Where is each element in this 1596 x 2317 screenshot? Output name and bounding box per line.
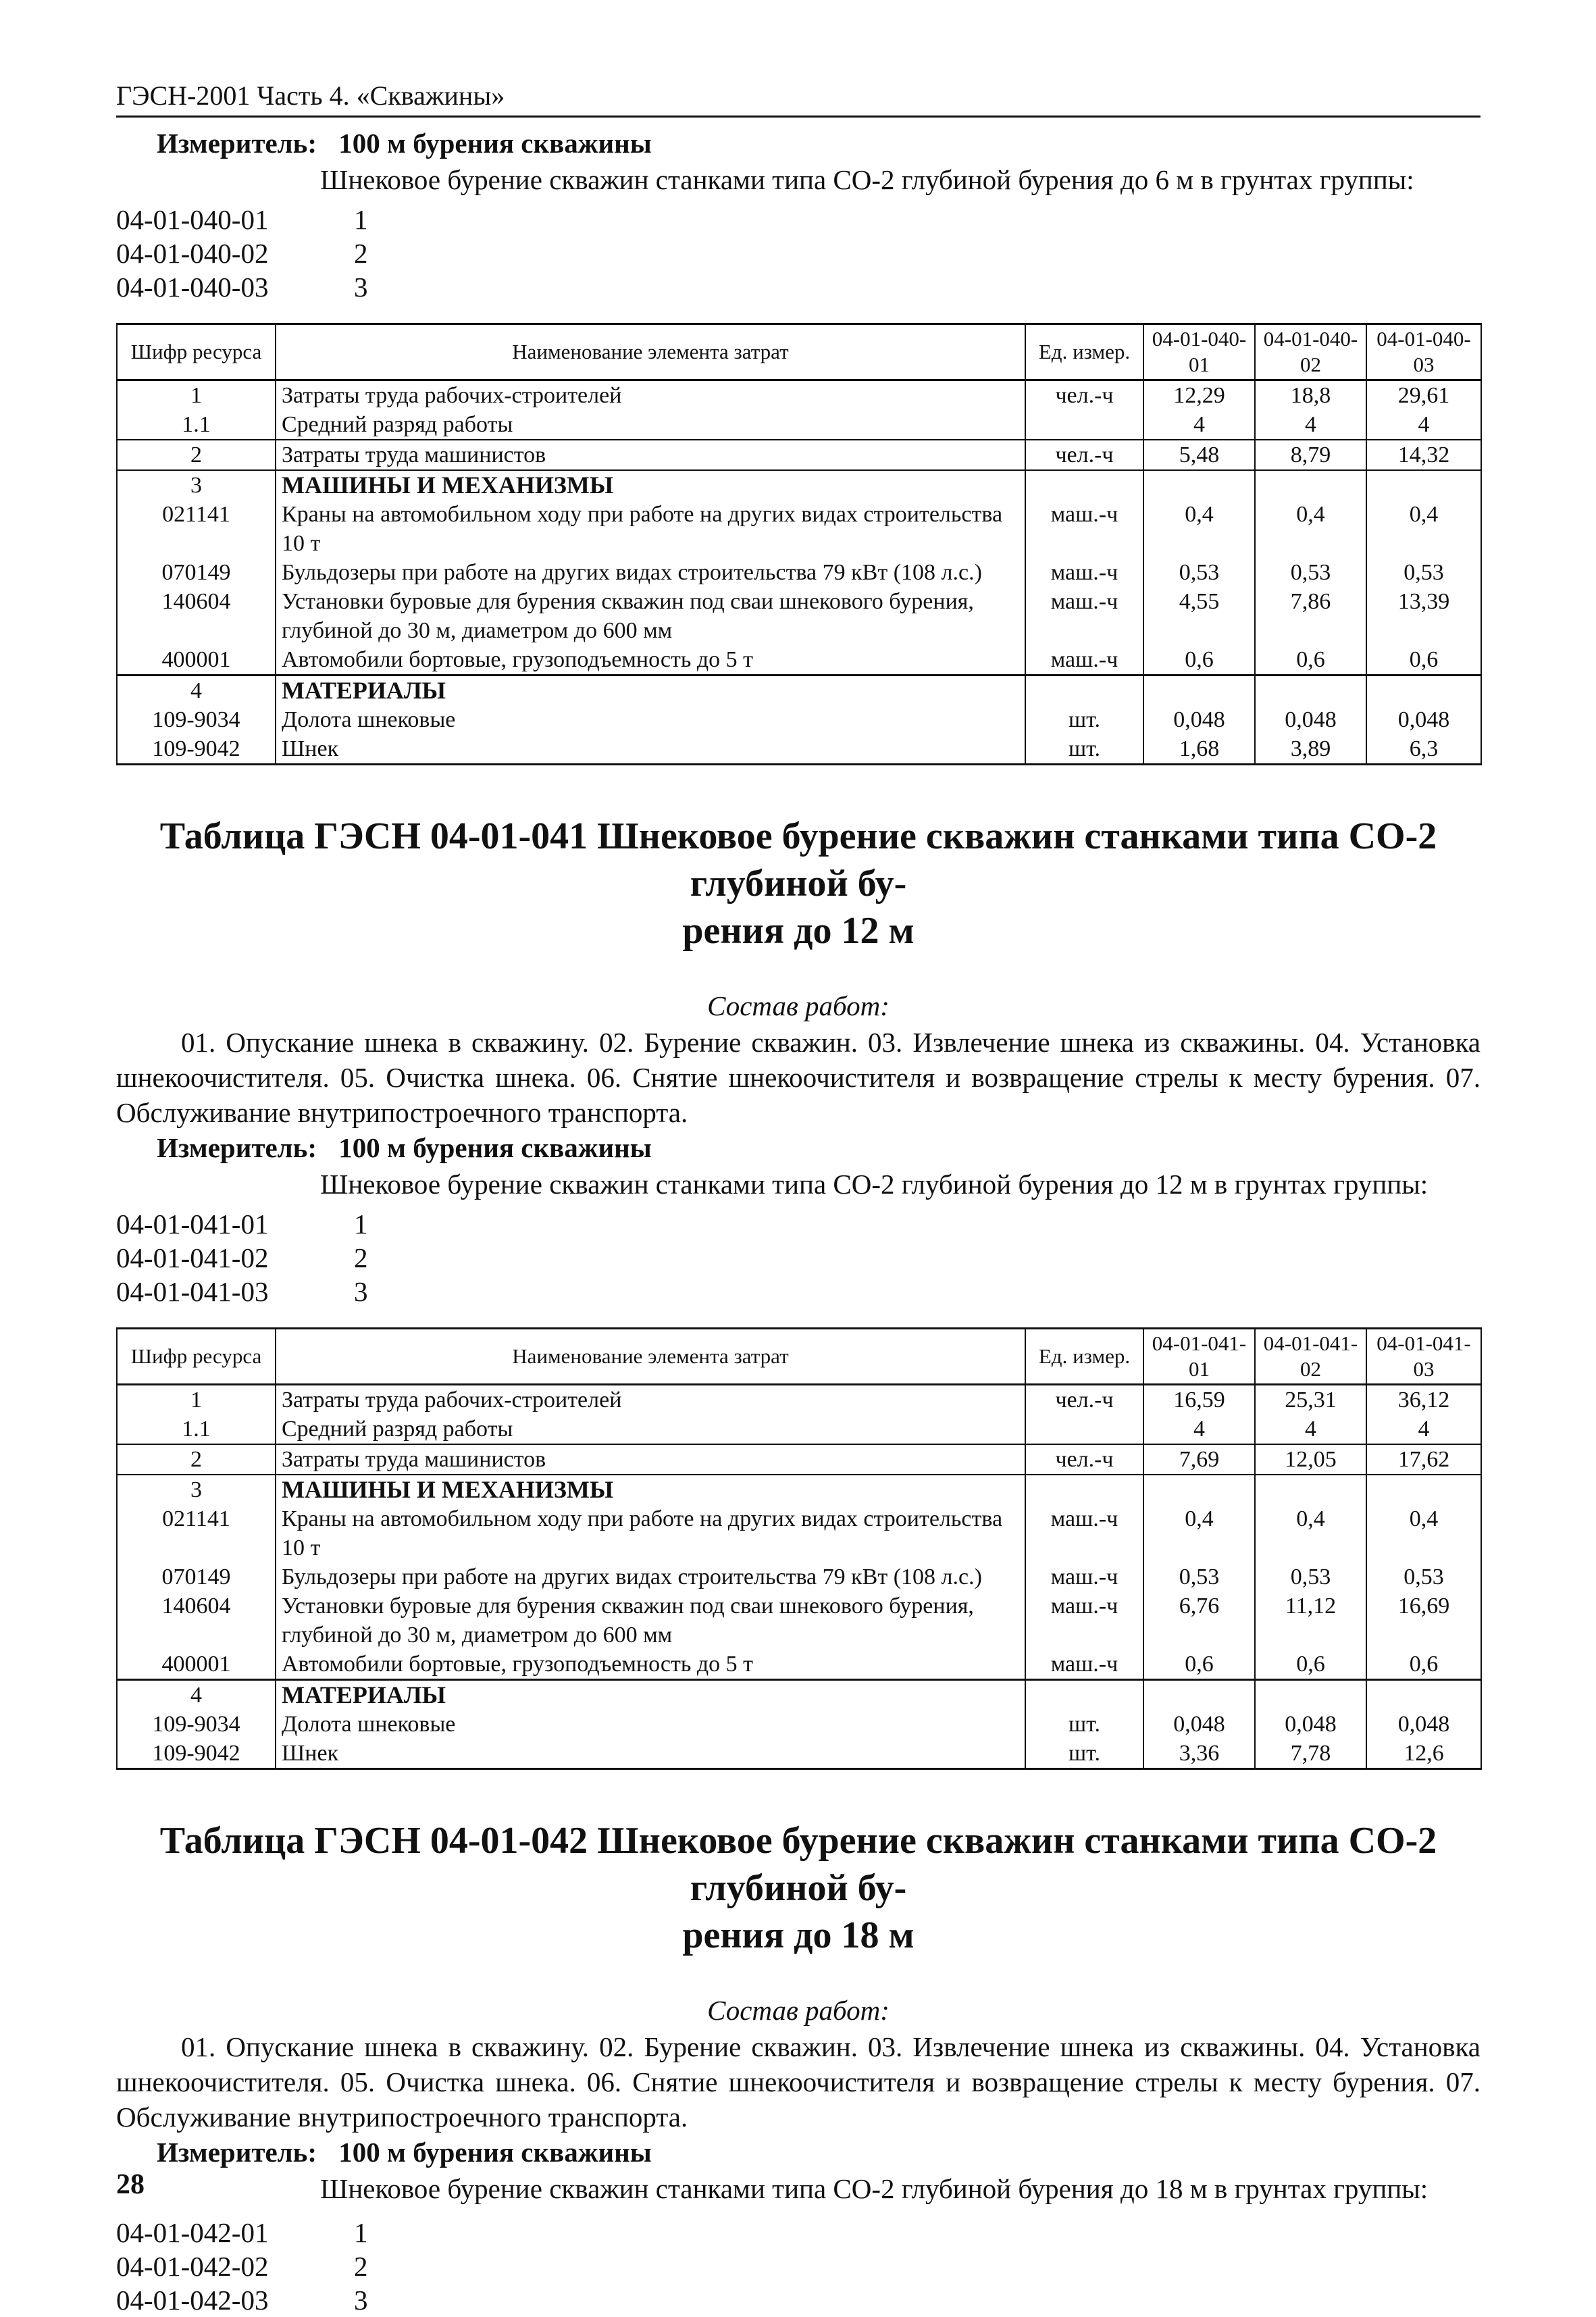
group-number: 1 bbox=[354, 1208, 368, 1240]
norm-value: 0,4 bbox=[1143, 500, 1255, 558]
code-row bbox=[116, 236, 1481, 270]
table-description: Шнековое бурение скважин станками типа СО-2 глубиной бурения до 6 м в грунтах группы: bbox=[320, 164, 1414, 195]
norm-value bbox=[1255, 1475, 1366, 1504]
resource-unit: чел.-ч bbox=[1025, 1444, 1143, 1475]
norm-value: 4 bbox=[1366, 1415, 1481, 1444]
norm-value bbox=[1255, 676, 1366, 706]
code-row bbox=[116, 1275, 1481, 1308]
table-row bbox=[117, 380, 1481, 411]
col-header-code: Шифр ресурса bbox=[117, 1329, 276, 1385]
resource-name: Бульдозеры при работе на других видах строительства 79 кВт (108 л.с.) bbox=[276, 1562, 1025, 1592]
code-row bbox=[116, 203, 1481, 236]
resource-code: 140604 bbox=[117, 587, 276, 645]
norm-value: 0,048 bbox=[1143, 705, 1255, 734]
table-row bbox=[117, 1592, 1481, 1650]
resource-name: Затраты труда рабочих-строителей bbox=[276, 380, 1025, 411]
norm-value: 0,4 bbox=[1255, 1504, 1366, 1562]
table-row bbox=[117, 440, 1481, 470]
work-composition-heading: Состав работ: bbox=[707, 990, 890, 1021]
norm-value: 14,32 bbox=[1366, 440, 1481, 470]
resource-name: Шнек bbox=[276, 1739, 1025, 1769]
work-composition-text: 01. Опускание шнека в скважину. 02. Бурение скважин. 03. Извлечение шнека из скважины. 04. Установка шнекоочистителя. 05. Очистка шнека. 06. Снятие шнекоочистителя и возвращение стрелы к месту бурения. 07. Обслуживание внутрипостроечного транспорта. bbox=[116, 1027, 1481, 1128]
norm-value: 4,55 bbox=[1143, 587, 1255, 645]
table-description: Шнековое бурение скважин станками типа СО-2 глубиной бурения до 12 м в грунтах группы: bbox=[320, 1169, 1428, 1200]
table-row bbox=[117, 1680, 1481, 1710]
work-composition-heading: Состав работ: bbox=[707, 1995, 890, 2026]
resource-name: Установки буровые для бурения скважин под сваи шнекового бурения, глубиной до 30 м, диаметром до 600 мм bbox=[276, 1592, 1025, 1650]
measure-label: Измеритель: bbox=[157, 128, 317, 159]
norm-value: 0,048 bbox=[1255, 705, 1366, 734]
group-number: 1 bbox=[354, 2217, 368, 2248]
table-row bbox=[117, 645, 1481, 676]
resource-unit: маш.-ч bbox=[1025, 645, 1143, 676]
measure-value: 100 м бурения скважины bbox=[338, 1132, 652, 1163]
resource-name: Автомобили бортовые, грузоподъемность до 5 т bbox=[276, 645, 1025, 676]
code-row bbox=[116, 2283, 1481, 2317]
col-header-code: Шифр ресурса bbox=[117, 324, 276, 380]
resource-code: 4 bbox=[117, 1680, 276, 1710]
code-list bbox=[116, 1207, 1481, 1308]
resource-name: Краны на автомобильном ходу при работе на других видах строительства 10 т bbox=[276, 500, 1025, 558]
code-row bbox=[116, 2249, 1481, 2283]
resource-code: 109-9034 bbox=[117, 705, 276, 734]
resource-name: МАТЕРИАЛЫ bbox=[276, 676, 1025, 706]
norm-value: 0,53 bbox=[1366, 1562, 1481, 1592]
norm-value bbox=[1143, 1680, 1255, 1710]
resource-code: 1.1 bbox=[117, 1415, 276, 1444]
norm-value: 16,59 bbox=[1143, 1385, 1255, 1415]
resource-name: Долота шнековые bbox=[276, 705, 1025, 734]
table-row bbox=[117, 734, 1481, 765]
resource-unit: чел.-ч bbox=[1025, 440, 1143, 470]
norm-value: 4 bbox=[1255, 1415, 1366, 1444]
table-title bbox=[116, 813, 1481, 954]
resource-unit bbox=[1025, 676, 1143, 706]
col-header-unit: Ед. измер. bbox=[1025, 324, 1143, 380]
resource-code: 021141 bbox=[117, 500, 276, 558]
group-number: 3 bbox=[354, 272, 368, 303]
resource-name: Долота шнековые bbox=[276, 1710, 1025, 1739]
resource-unit bbox=[1025, 1475, 1143, 1504]
norm-value bbox=[1255, 470, 1366, 500]
norm-value: 7,86 bbox=[1255, 587, 1366, 645]
norm-value: 5,48 bbox=[1143, 440, 1255, 470]
norm-value: 0,6 bbox=[1366, 1650, 1481, 1680]
resource-name: Установки буровые для бурения скважин под сваи шнекового бурения, глубиной до 30 м, диаметром до 600 мм bbox=[276, 587, 1025, 645]
col-header-name: Наименование элемента затрат bbox=[276, 1329, 1025, 1385]
resource-code: 3 bbox=[117, 1475, 276, 1504]
norm-value: 1,68 bbox=[1143, 734, 1255, 765]
col-header-unit: Ед. измер. bbox=[1025, 1329, 1143, 1385]
table-description: Шнековое бурение скважин станками типа СО-2 глубиной бурения до 18 м в грунтах группы: bbox=[320, 2173, 1428, 2204]
resource-code: 021141 bbox=[117, 1504, 276, 1562]
norm-value: 0,048 bbox=[1366, 1710, 1481, 1739]
resource-unit bbox=[1025, 470, 1143, 500]
measure-label: Измеритель: bbox=[157, 2137, 317, 2168]
norm-value bbox=[1366, 676, 1481, 706]
table-row bbox=[117, 500, 1481, 558]
norm-value: 0,4 bbox=[1255, 500, 1366, 558]
resource-unit: маш.-ч bbox=[1025, 1504, 1143, 1562]
title-line: Таблица ГЭСН 04-01-042 Шнековое бурение скважин станками типа СО-2 глубиной бу- bbox=[159, 1820, 1437, 1909]
norm-value bbox=[1143, 1475, 1255, 1504]
resource-name: МАШИНЫ И МЕХАНИЗМЫ bbox=[276, 1475, 1025, 1504]
table-row bbox=[117, 1710, 1481, 1739]
resource-name: Затраты труда машинистов bbox=[276, 440, 1025, 470]
norm-value: 12,29 bbox=[1143, 380, 1255, 411]
norm-value: 0,6 bbox=[1255, 1650, 1366, 1680]
group-number: 2 bbox=[354, 1242, 368, 1273]
code-row bbox=[116, 1241, 1481, 1275]
resource-unit bbox=[1025, 410, 1143, 440]
resource-code: 109-9042 bbox=[117, 734, 276, 765]
resource-unit: шт. bbox=[1025, 734, 1143, 765]
norm-value bbox=[1143, 470, 1255, 500]
norm-value bbox=[1255, 1680, 1366, 1710]
norm-value: 0,048 bbox=[1366, 705, 1481, 734]
norm-value: 0,6 bbox=[1143, 645, 1255, 676]
measure-value: 100 м бурения скважины bbox=[338, 128, 652, 159]
col-header-name: Наименование элемента затрат bbox=[276, 324, 1025, 380]
title-line: рения до 12 м bbox=[682, 910, 915, 952]
norm-value: 0,048 bbox=[1255, 1710, 1366, 1739]
norm-value: 18,8 bbox=[1255, 380, 1366, 411]
measure-line bbox=[157, 1131, 1481, 1164]
resource-unit: шт. bbox=[1025, 1739, 1143, 1769]
code-list bbox=[116, 203, 1481, 304]
code: 04-01-041-03 bbox=[116, 1276, 269, 1307]
resource-unit: маш.-ч bbox=[1025, 558, 1143, 587]
table-row bbox=[117, 1385, 1481, 1415]
norm-value: 16,69 bbox=[1366, 1592, 1481, 1650]
resource-unit: чел.-ч bbox=[1025, 1385, 1143, 1415]
code-row bbox=[116, 270, 1481, 304]
norm-value bbox=[1366, 1475, 1481, 1504]
running-header: ГЭСН-2001 Часть 4. «Скважины» bbox=[116, 80, 1481, 118]
norm-value: 6,3 bbox=[1366, 734, 1481, 765]
table-row bbox=[117, 1504, 1481, 1562]
table-row bbox=[117, 1475, 1481, 1504]
resource-name: МАШИНЫ И МЕХАНИЗМЫ bbox=[276, 470, 1025, 500]
resource-name: Бульдозеры при работе на других видах строительства 79 кВт (108 л.с.) bbox=[276, 558, 1025, 587]
norm-value: 4 bbox=[1366, 410, 1481, 440]
code: 04-01-041-01 bbox=[116, 1208, 269, 1240]
norm-value: 0,53 bbox=[1366, 558, 1481, 587]
resource-unit: маш.-ч bbox=[1025, 587, 1143, 645]
table-row bbox=[117, 410, 1481, 440]
code: 04-01-042-01 bbox=[116, 2217, 269, 2248]
resource-unit: шт. bbox=[1025, 705, 1143, 734]
col-header-norm: 04-01-041-01 bbox=[1143, 1329, 1255, 1385]
code: 04-01-040-03 bbox=[116, 272, 269, 303]
code: 04-01-042-02 bbox=[116, 2251, 269, 2282]
norm-value: 0,53 bbox=[1143, 1562, 1255, 1592]
code: 04-01-040-02 bbox=[116, 238, 269, 269]
title-line: рения до 18 м bbox=[682, 1914, 915, 1956]
resource-code: 1 bbox=[117, 380, 276, 411]
norm-value: 11,12 bbox=[1255, 1592, 1366, 1650]
col-header-norm: 04-01-040-03 bbox=[1366, 324, 1481, 380]
resource-name: Автомобили бортовые, грузоподъемность до 5 т bbox=[276, 1650, 1025, 1680]
table-row bbox=[117, 1562, 1481, 1592]
resource-code: 4 bbox=[117, 676, 276, 706]
resource-table bbox=[116, 323, 1482, 765]
title-line: Таблица ГЭСН 04-01-041 Шнековое бурение скважин станками типа СО-2 глубиной бу- bbox=[159, 815, 1437, 905]
group-number: 3 bbox=[354, 1276, 368, 1307]
norm-value: 3,36 bbox=[1143, 1739, 1255, 1769]
resource-table bbox=[116, 1327, 1482, 1770]
norm-value: 13,39 bbox=[1366, 587, 1481, 645]
table-row bbox=[117, 1444, 1481, 1475]
norm-value: 17,62 bbox=[1366, 1444, 1481, 1475]
table-row bbox=[117, 470, 1481, 500]
document-page bbox=[116, 80, 1481, 2317]
table-row bbox=[117, 705, 1481, 734]
resource-unit: чел.-ч bbox=[1025, 380, 1143, 411]
table-header-row bbox=[117, 324, 1481, 380]
code-row bbox=[116, 1207, 1481, 1241]
resource-name: Затраты труда рабочих-строителей bbox=[276, 1385, 1025, 1415]
resource-unit: шт. bbox=[1025, 1710, 1143, 1739]
page-number: 28 bbox=[116, 2169, 145, 2200]
code: 04-01-042-03 bbox=[116, 2285, 269, 2316]
group-number: 2 bbox=[354, 2251, 368, 2282]
norm-value: 7,78 bbox=[1255, 1739, 1366, 1769]
resource-code: 400001 bbox=[117, 645, 276, 676]
table-row bbox=[117, 1650, 1481, 1680]
code: 04-01-041-02 bbox=[116, 1242, 269, 1273]
resource-code: 140604 bbox=[117, 1592, 276, 1650]
norm-value: 0,6 bbox=[1255, 645, 1366, 676]
measure-line bbox=[157, 2136, 1481, 2168]
norm-value: 7,69 bbox=[1143, 1444, 1255, 1475]
resource-code: 1.1 bbox=[117, 410, 276, 440]
resource-name: Средний разряд работы bbox=[276, 1415, 1025, 1444]
resource-code: 1 bbox=[117, 1385, 276, 1415]
norm-value: 0,048 bbox=[1143, 1710, 1255, 1739]
norm-value: 0,6 bbox=[1366, 645, 1481, 676]
resource-name: Затраты труда машинистов bbox=[276, 1444, 1025, 1475]
norm-value bbox=[1366, 1680, 1481, 1710]
norm-value: 3,89 bbox=[1255, 734, 1366, 765]
resource-name: Шнек bbox=[276, 734, 1025, 765]
resource-name: Средний разряд работы bbox=[276, 410, 1025, 440]
table-title bbox=[116, 1817, 1481, 1959]
table-header-row bbox=[117, 1329, 1481, 1385]
resource-code: 3 bbox=[117, 470, 276, 500]
norm-value: 4 bbox=[1143, 410, 1255, 440]
table-row bbox=[117, 1739, 1481, 1769]
col-header-norm: 04-01-040-01 bbox=[1143, 324, 1255, 380]
resource-unit: маш.-ч bbox=[1025, 1650, 1143, 1680]
table-row bbox=[117, 1415, 1481, 1444]
norm-value: 4 bbox=[1255, 410, 1366, 440]
resource-code: 2 bbox=[117, 440, 276, 470]
norm-value: 8,79 bbox=[1255, 440, 1366, 470]
code-list bbox=[116, 2216, 1481, 2317]
measure-value: 100 м бурения скважины bbox=[338, 2137, 652, 2168]
table-row bbox=[117, 587, 1481, 645]
col-header-norm: 04-01-041-03 bbox=[1366, 1329, 1481, 1385]
norm-value: 6,76 bbox=[1143, 1592, 1255, 1650]
norm-value: 0,4 bbox=[1366, 1504, 1481, 1562]
resource-code: 2 bbox=[117, 1444, 276, 1475]
measure-line bbox=[157, 127, 1481, 159]
norm-value: 12,6 bbox=[1366, 1739, 1481, 1769]
code: 04-01-040-01 bbox=[116, 204, 269, 235]
group-number: 3 bbox=[354, 2285, 368, 2316]
norm-value bbox=[1366, 470, 1481, 500]
norm-value bbox=[1143, 676, 1255, 706]
norm-value: 25,31 bbox=[1255, 1385, 1366, 1415]
norm-value: 12,05 bbox=[1255, 1444, 1366, 1475]
code-row bbox=[116, 2216, 1481, 2249]
resource-unit: маш.-ч bbox=[1025, 1562, 1143, 1592]
norm-value: 0,53 bbox=[1255, 1562, 1366, 1592]
resource-code: 109-9042 bbox=[117, 1739, 276, 1769]
norm-value: 0,4 bbox=[1143, 1504, 1255, 1562]
resource-name: Краны на автомобильном ходу при работе на других видах строительства 10 т bbox=[276, 1504, 1025, 1562]
resource-code: 070149 bbox=[117, 558, 276, 587]
group-number: 2 bbox=[354, 238, 368, 269]
col-header-norm: 04-01-040-02 bbox=[1255, 324, 1366, 380]
norm-value: 4 bbox=[1143, 1415, 1255, 1444]
resource-name: МАТЕРИАЛЫ bbox=[276, 1680, 1025, 1710]
work-composition-text: 01. Опускание шнека в скважину. 02. Бурение скважин. 03. Извлечение шнека из скважины. 04. Установка шнекоочистителя. 05. Очистка шнека. 06. Снятие шнекоочистителя и возвращение стрелы к месту бурения. 07. Обслуживание внутрипостроечного транспорта. bbox=[116, 2031, 1481, 2133]
measure-label: Измеритель: bbox=[157, 1132, 317, 1163]
resource-code: 109-9034 bbox=[117, 1710, 276, 1739]
norm-value: 0,53 bbox=[1255, 558, 1366, 587]
norm-value: 0,4 bbox=[1366, 500, 1481, 558]
resource-unit bbox=[1025, 1680, 1143, 1710]
resource-unit: маш.-ч bbox=[1025, 1592, 1143, 1650]
resource-unit bbox=[1025, 1415, 1143, 1444]
table-row bbox=[117, 558, 1481, 587]
col-header-norm: 04-01-041-02 bbox=[1255, 1329, 1366, 1385]
norm-value: 36,12 bbox=[1366, 1385, 1481, 1415]
resource-code: 070149 bbox=[117, 1562, 276, 1592]
norm-value: 0,6 bbox=[1143, 1650, 1255, 1680]
resource-unit: маш.-ч bbox=[1025, 500, 1143, 558]
table-row bbox=[117, 676, 1481, 706]
group-number: 1 bbox=[354, 204, 368, 235]
resource-code: 400001 bbox=[117, 1650, 276, 1680]
norm-value: 0,53 bbox=[1143, 558, 1255, 587]
norm-value: 29,61 bbox=[1366, 380, 1481, 411]
